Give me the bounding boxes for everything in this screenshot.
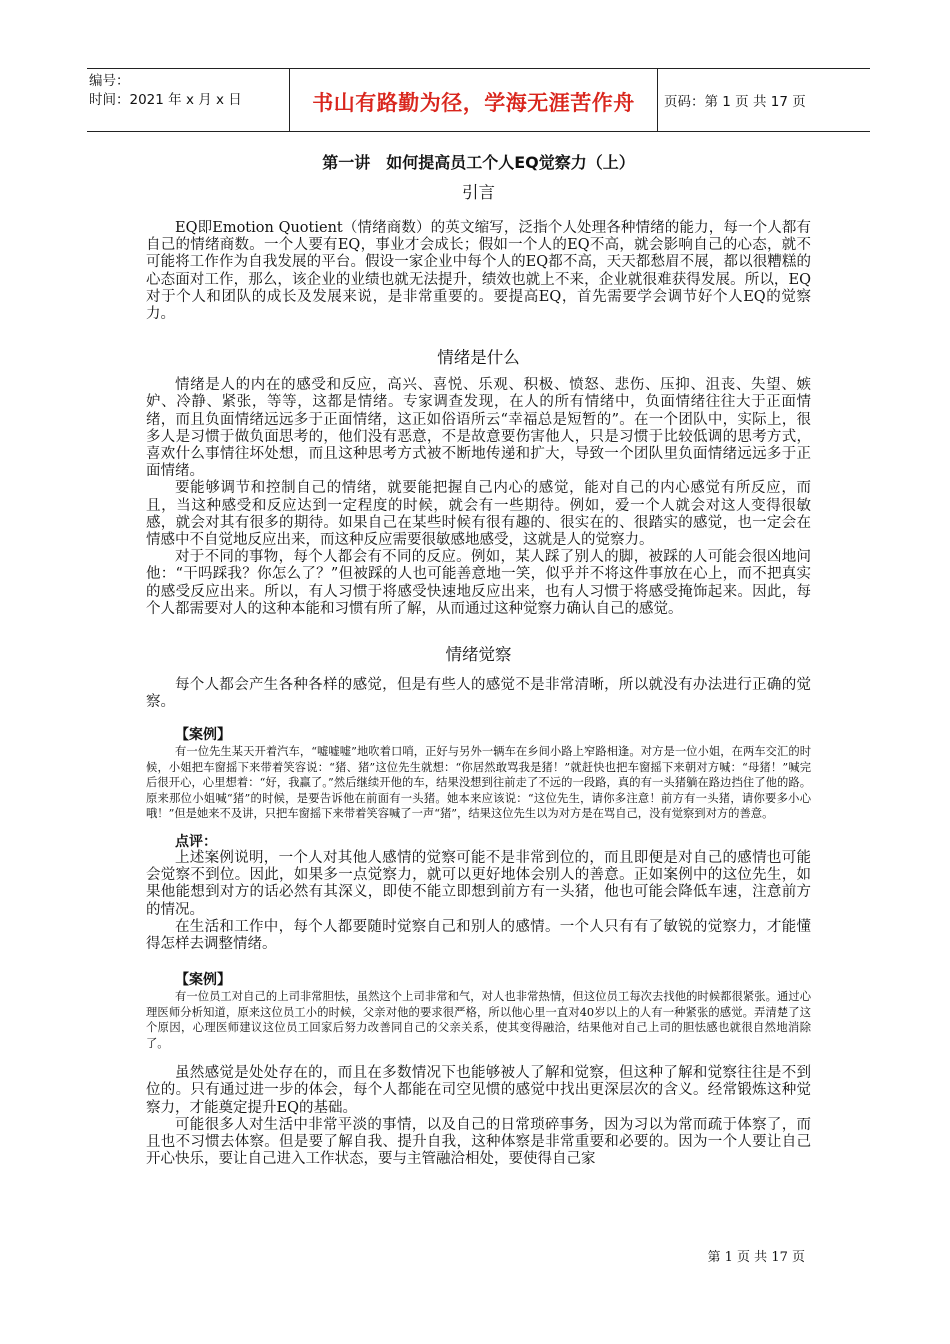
header-divider (657, 69, 658, 131)
paragraph-what-1: 情绪是人的内在的感受和反应，高兴、喜悦、乐观、积极、愤怒、悲伤、压抑、沮丧、失望、嫉妒、冷静、紧张，等等，这都是情绪。专家调查发现，在人的所有情绪中，负面情绪往往大于正面情绪，而且负面情绪远远多于正面情绪，这正如俗语所云“幸福总是短暂的”。在一个团队中，实际上，很多人是习惯于做负面思考的，他们没有恶意，不是故意要伤害他人，只是习惯于比较低调的思考方式，喜欢什么事情往坏处想，而且这种思考方式被不断地传递和扩大，导致一个团队里负面情绪远远多于正面情绪。 (146, 377, 811, 480)
comment-heading: 点评： (175, 833, 217, 850)
paragraph-awareness: 每个人都会产生各种各样的感觉，但是有些人的感觉不是非常清晰，所以就没有办法进行正确的觉察。 (146, 677, 811, 711)
date-label: 时间：2021 年 x 月 x 日 (89, 92, 242, 108)
serial-label: 编号： (89, 73, 130, 89)
comment-paragraph-2: 在生活和工作中，每个人都要随时觉察自己和别人的感情。一个人只有有了敏锐的觉察力，才能懂得怎样去调整情绪。 (146, 918, 811, 952)
header-motto: 书山有路勤为径，学海无涯苦作舟 (312, 91, 635, 115)
case-heading: 【案例】 (175, 972, 231, 989)
comment-paragraph-1: 上述案例说明，一个人对其他人感情的觉察可能不是非常到位的，而且即便是对自己的感情也可能会觉察不到位。因此，如果多一点觉察力，就可以更好地体会别人的善意。正如案例中的这位先生，如果他能想到对方的话必然有其深义，即使不能立即想到前方有一头猪，他也可能会降低车速，注意前方的情况。 (146, 849, 811, 918)
case-text-2: 有一位员工对自己的上司非常胆怯，虽然这个上司非常和气，对人也非常热情，但这位员工每次去找他的时候都很紧张。通过心理医师分析知道，原来这位员工小的时候，父亲对他的要求很严格，所以他心里一直对40岁以上的人有一种紧张的感觉。弄清楚了这个原因，心理医师建议这位员工回家后努力改善同自己的父亲关系，使其变得融洽，结果他对自己上司的胆怯感也就很自然地消除了。 (146, 990, 811, 1050)
paragraph-what-2: 要能够调节和控制自己的情绪，就要能把握自己内心的感觉，能对自己的内心感觉有所反应，而且，当这种感受和反应达到一定程度的时候，就会有一些期待。例如，爱一个人就会对这人变得很敏感，就会对其有很多的期待。如果自己在某些时候有很有趣的、很实在的、很踏实的感觉，也一定会在情感中不自觉地反应出来，而这种反应需要很敏感地感受，这就是人的觉察力。 (146, 480, 811, 549)
case-heading: 【案例】 (175, 727, 231, 744)
page-footer: 第 1 页 共 17 页 (707, 1250, 805, 1265)
paragraph-intro: EQ即Emotion Quotient（情绪商数）的英文缩写，泛指个人处理各种情绪的能力，每一个人都有自己的情绪商数。一个人要有EQ，事业才会成长；假如一个人的EQ不高，就会影响自己的心态，就不可能将工作作为自我发展的平台。假设一家企业中每个人的EQ都不高，天天都愁眉不展，都以很糟糕的心态面对工作，那么，该企业的业绩也就无法提升，绩效也就上不来，企业就很难获得发展。所以，EQ对于个人和团队的成长及发展来说，是非常重要的。要提高EQ，首先需要学会调节好个人EQ的觉察力。 (146, 220, 811, 323)
page-header (87, 68, 870, 132)
section-heading-what: 情绪是什么 (437, 348, 520, 368)
header-page-number: 页码：第 1 页 共 17 页 (664, 94, 806, 110)
lecture-title: 第一讲 如何提高员工个人EQ觉察力（上） (322, 153, 635, 172)
paragraph-what-3: 对于不同的事物，每个人都会有不同的反应。例如，某人踩了别人的脚，被踩的人可能会很凶地问他：“干吗踩我？你怎么了？”但被踩的人也可能善意地一笑，似乎并不将这件事放在心上，而不把真实的感受反应出来。所以，有人习惯于将感受快速地反应出来，也有人习惯于将感受掩饰起来。因此，每个人都需要对人的这种本能和习惯有所了解，从而通过这种觉察力确认自己的感觉。 (146, 549, 811, 617)
section-heading-awareness: 情绪觉察 (445, 645, 512, 665)
section-heading-intro: 引言 (462, 183, 495, 202)
paragraph-end-1: 虽然感觉是处处存在的，而且在多数情况下也能够被人了解和觉察，但这种了解和觉察往往是不到位的。只有通过进一步的体会，每个人都能在司空见惯的感觉中找出更深层次的含义。经常锻炼这种觉察力，才能奠定提升EQ的基础。 (146, 1065, 811, 1116)
header-meta (89, 72, 287, 110)
paragraph-end-2: 可能很多人对生活中非常平淡的事情，以及自己的日常琐碎事务，因为习以为常而疏于体察了，而且也不习惯去体察。但是要了解自我、提升自我，这种体察是非常重要和必要的。因为一个人要让自己开心快乐，要让自己进入工作状态，要与主管融洽相处，要使得自己家 (146, 1116, 811, 1168)
document-body (146, 148, 811, 1168)
case-text-1: 有一位先生某天开着汽车，“嘘嘘嘘”地吹着口哨，正好与另外一辆车在乡间小路上窄路相逢。对方是一位小姐，在两车交汇的时候，小姐把车窗摇下来带着笑容说：“猪、猪”这位先生就想：“你居然敢骂我是猪！”就赶快也把车窗摇下来朝对方喊：“母猪！”喊完后很开心，心里想着：“好，我赢了。”然后继续开他的车，结果没想到往前走了不远的一段路，真的有一头猪躺在路边挡住了他的路。原来那位小姐喊“猪”的时候，是要告诉他在前面有一头猪。她本来应该说：“这位先生，请你多注意！前方有一头猪，请你要多小心哦！”但是她来不及讲，只把车窗摇下来带着笑容喊了一声“猪”，结果这位先生以为对方是在骂自己，没有觉察到对方的善意。 (146, 745, 811, 821)
